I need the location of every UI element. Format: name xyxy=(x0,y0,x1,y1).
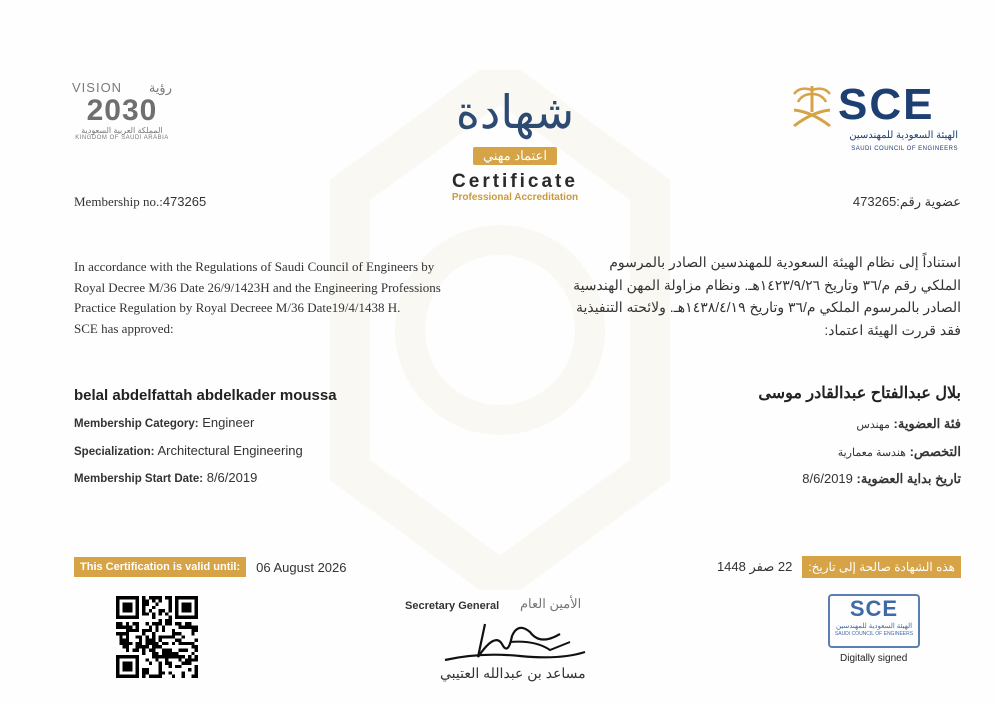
category-label-ar: فئة العضوية: xyxy=(893,416,961,431)
paragraph-line: Practice Regulation by Royal Decreee M/36 Date19/4/1438 H. xyxy=(74,300,401,315)
paragraph-line: In accordance with the Regulations of Saudi Council of Engineers by xyxy=(74,259,435,274)
vision-label: VISION xyxy=(72,80,123,95)
validity-date-ar: 22 صفر 1448 xyxy=(716,559,793,574)
start-date-label-en: Membership Start Date: xyxy=(74,473,204,485)
start-date-label-ar: تاريخ بداية العضوية: xyxy=(856,471,961,486)
paragraph-line: فقد قررت الهيئة اعتماد: xyxy=(824,321,961,338)
paragraph-line: الصادر بالمرسوم الملكي م/٣٦ وتاريخ ١٤٣٨/٤/١٩هـ. ولائحته التنفيذية xyxy=(575,299,961,315)
specialization-value-ar: هندسة معمارية xyxy=(837,447,906,459)
vision-kingdom-en: KINGDOM OF SAUDI ARABIA xyxy=(75,135,169,141)
regulation-paragraph-ar xyxy=(545,251,961,341)
secretary-general-title-ar: الأمين العام xyxy=(520,596,582,611)
secretary-general-title-en: Secretary General xyxy=(405,600,500,612)
digitally-signed-label: Digitally signed xyxy=(840,653,908,664)
certificate-title: Certificate xyxy=(452,171,578,192)
membership-label-en: Membership no.: xyxy=(74,194,163,209)
category-row-ar xyxy=(856,416,961,432)
vision-number: 2030 xyxy=(86,94,158,127)
secretary-general-name-ar: مساعد بن عبدالله العتيبي xyxy=(440,665,586,681)
handwritten-signature-icon xyxy=(440,612,590,672)
certificate-header xyxy=(420,85,610,203)
specialization-row-ar xyxy=(838,444,961,460)
validity-en xyxy=(74,556,347,578)
specialization-label-en: Specialization: xyxy=(74,446,155,458)
stamp-name-ar: الهيئة السعودية للمهندسين xyxy=(835,623,913,630)
validity-label-ar: هذه الشهادة صالحة إلى تاريخ: xyxy=(802,556,961,578)
start-date-value-ar: 8/6/2019 xyxy=(802,471,853,486)
start-date-row-en xyxy=(74,470,257,485)
qr-code-icon[interactable] xyxy=(116,596,198,678)
specialization-row-en xyxy=(74,443,303,458)
vision-2030-logo xyxy=(72,80,172,141)
sce-mark: SCE xyxy=(838,80,935,129)
membership-number-ar xyxy=(853,194,961,210)
membership-value-ar: 473265 xyxy=(852,194,897,209)
paragraph-line: Royal Decree M/36 Date 26/9/1423H and the Engineering Professions xyxy=(74,279,441,295)
start-date-value-en: 8/6/2019 xyxy=(206,470,258,485)
membership-number-en xyxy=(74,194,206,210)
stamp-name-en: SAUDI COUNCIL OF ENGINEERS xyxy=(834,631,914,637)
stamp-mark: SCE xyxy=(849,596,899,621)
paragraph-line: SCE has approved: xyxy=(74,320,174,336)
certificate-subtitle: Professional Accreditation xyxy=(451,192,579,203)
sce-name-en: SAUDI COUNCIL OF ENGINEERS xyxy=(851,146,958,152)
specialization-label-ar: التخصص: xyxy=(909,444,961,459)
vision-label-ar: رؤية xyxy=(148,80,172,95)
validity-date-en: 06 August 2026 xyxy=(256,559,347,575)
vision-kingdom-ar: المملكة العربية السعودية xyxy=(81,126,163,135)
start-date-row-ar xyxy=(802,471,961,487)
specialization-value-en: Architectural Engineering xyxy=(157,443,303,458)
membership-value-en: 473265 xyxy=(162,194,207,209)
paragraph-line: الملكي رقم م/٣٦ وتاريخ ١٤٢٣/٩/٢٦هـ. ونظام مزاولة المهن الهندسية xyxy=(573,276,961,293)
sce-logo xyxy=(790,80,962,164)
ar-title: شهادة xyxy=(455,85,575,139)
palm-swords-icon xyxy=(790,82,834,130)
member-name-ar: بلال عبدالفتاح عبدالقادر موسى xyxy=(758,385,961,402)
category-label-en: Membership Category: xyxy=(74,418,199,430)
category-value-en: Engineer xyxy=(202,415,255,430)
regulation-paragraph-en xyxy=(74,257,504,339)
ar-subtitle: اعتماد مهني xyxy=(473,147,557,165)
sce-name-ar: الهيئة السعودية للمهندسين xyxy=(849,130,958,141)
validity-label-en: This Certification is valid until: xyxy=(74,557,246,577)
category-value-ar: مهندس xyxy=(856,419,890,431)
category-row-en xyxy=(74,415,254,430)
member-name-en: belal abdelfattah abdelkader moussa xyxy=(74,387,337,404)
membership-label-ar: عضوية رقم: xyxy=(896,194,961,209)
paragraph-line: استناداً إلى نظام الهيئة السعودية للمهندسين الصادر بالمرسوم xyxy=(609,254,961,270)
sce-digital-stamp xyxy=(828,594,920,648)
validity-ar xyxy=(717,556,961,578)
